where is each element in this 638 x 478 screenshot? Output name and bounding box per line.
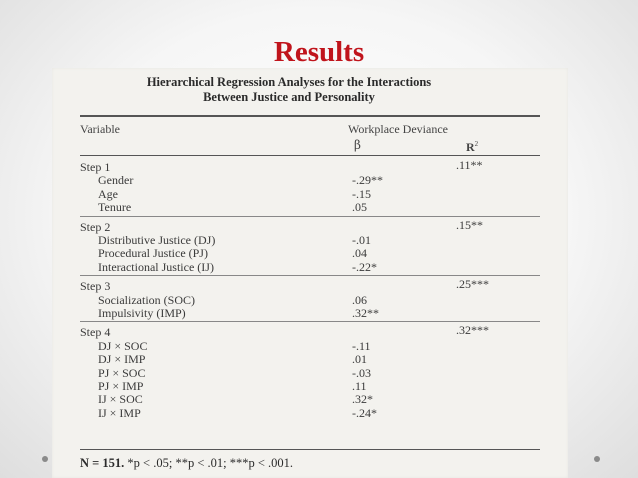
step-r-squared: .11** [456,158,483,172]
header-beta: β [354,138,361,152]
note-p1: *p < .05; [127,456,173,470]
top-rule [80,115,540,117]
note-p3: ***p < .001. [229,456,294,470]
table-note [80,456,293,471]
variable-name: Interactional Justice (IJ) [98,259,214,274]
header-workplace-deviance: Workplace Deviance [348,122,448,136]
step-r-squared: .15** [456,217,483,232]
variable-name: DJ × SOC [98,338,148,353]
beta-value: -.29** [352,173,383,188]
beta-value: .01 [352,352,367,367]
step-divider [80,321,540,322]
beta-value: -.24* [352,405,377,420]
step-divider [80,216,540,217]
variable-name: DJ × IMP [98,352,146,367]
variable-name: Socialization (SOC) [98,292,195,307]
beta-value: -.03 [352,365,371,380]
step-label: Step 2 [80,219,111,234]
table-title-line2: Between Justice and Personality [203,90,375,104]
left-bullet-dot [42,456,48,462]
step-label: Step 3 [80,279,111,294]
step-r-squared: .32*** [456,323,489,338]
variable-name: IJ × SOC [98,392,143,407]
step-r-squared: .25*** [456,277,489,292]
variable-name: Age [98,186,118,201]
beta-value: .32* [352,392,373,407]
header-variable: Variable [80,122,120,136]
variable-name: Tenure [98,200,132,215]
variable-name: Procedural Justice (PJ) [98,246,208,261]
step-label: Step 4 [80,325,111,340]
beta-value: -.01 [352,233,371,247]
beta-value: .04 [352,246,367,261]
variable-name: IJ × IMP [98,405,141,420]
note-n: N = 151. [80,456,125,470]
regression-table [52,68,568,478]
step-divider [80,275,540,276]
right-bullet-dot [594,456,600,462]
bottom-rule [80,449,540,450]
variable-name: Gender [98,173,134,188]
table-title [52,75,526,105]
variable-name: PJ × SOC [98,365,146,380]
beta-value: .05 [352,200,367,215]
header-rule [80,155,540,156]
header-r2-label: R [466,140,475,154]
beta-value: .06 [352,292,367,307]
table-title-line1: Hierarchical Regression Analyses for the Interactions [146,75,432,89]
variable-name: Impulsivity (IMP) [98,306,186,320]
slide-title: Results [273,36,365,68]
variable-name: PJ × IMP [98,379,144,393]
beta-value: .32** [352,306,379,320]
header-r-squared: $R^2$ [466,140,479,154]
variable-name: Distributive Justice (DJ) [98,233,216,247]
beta-value: -.22* [352,259,377,274]
beta-value: .11 [352,379,367,393]
beta-value: -.15 [352,186,371,201]
note-p2: **p < .01; [175,456,227,470]
beta-value: -.11 [352,338,371,353]
step-label: Step 1 [80,160,111,174]
